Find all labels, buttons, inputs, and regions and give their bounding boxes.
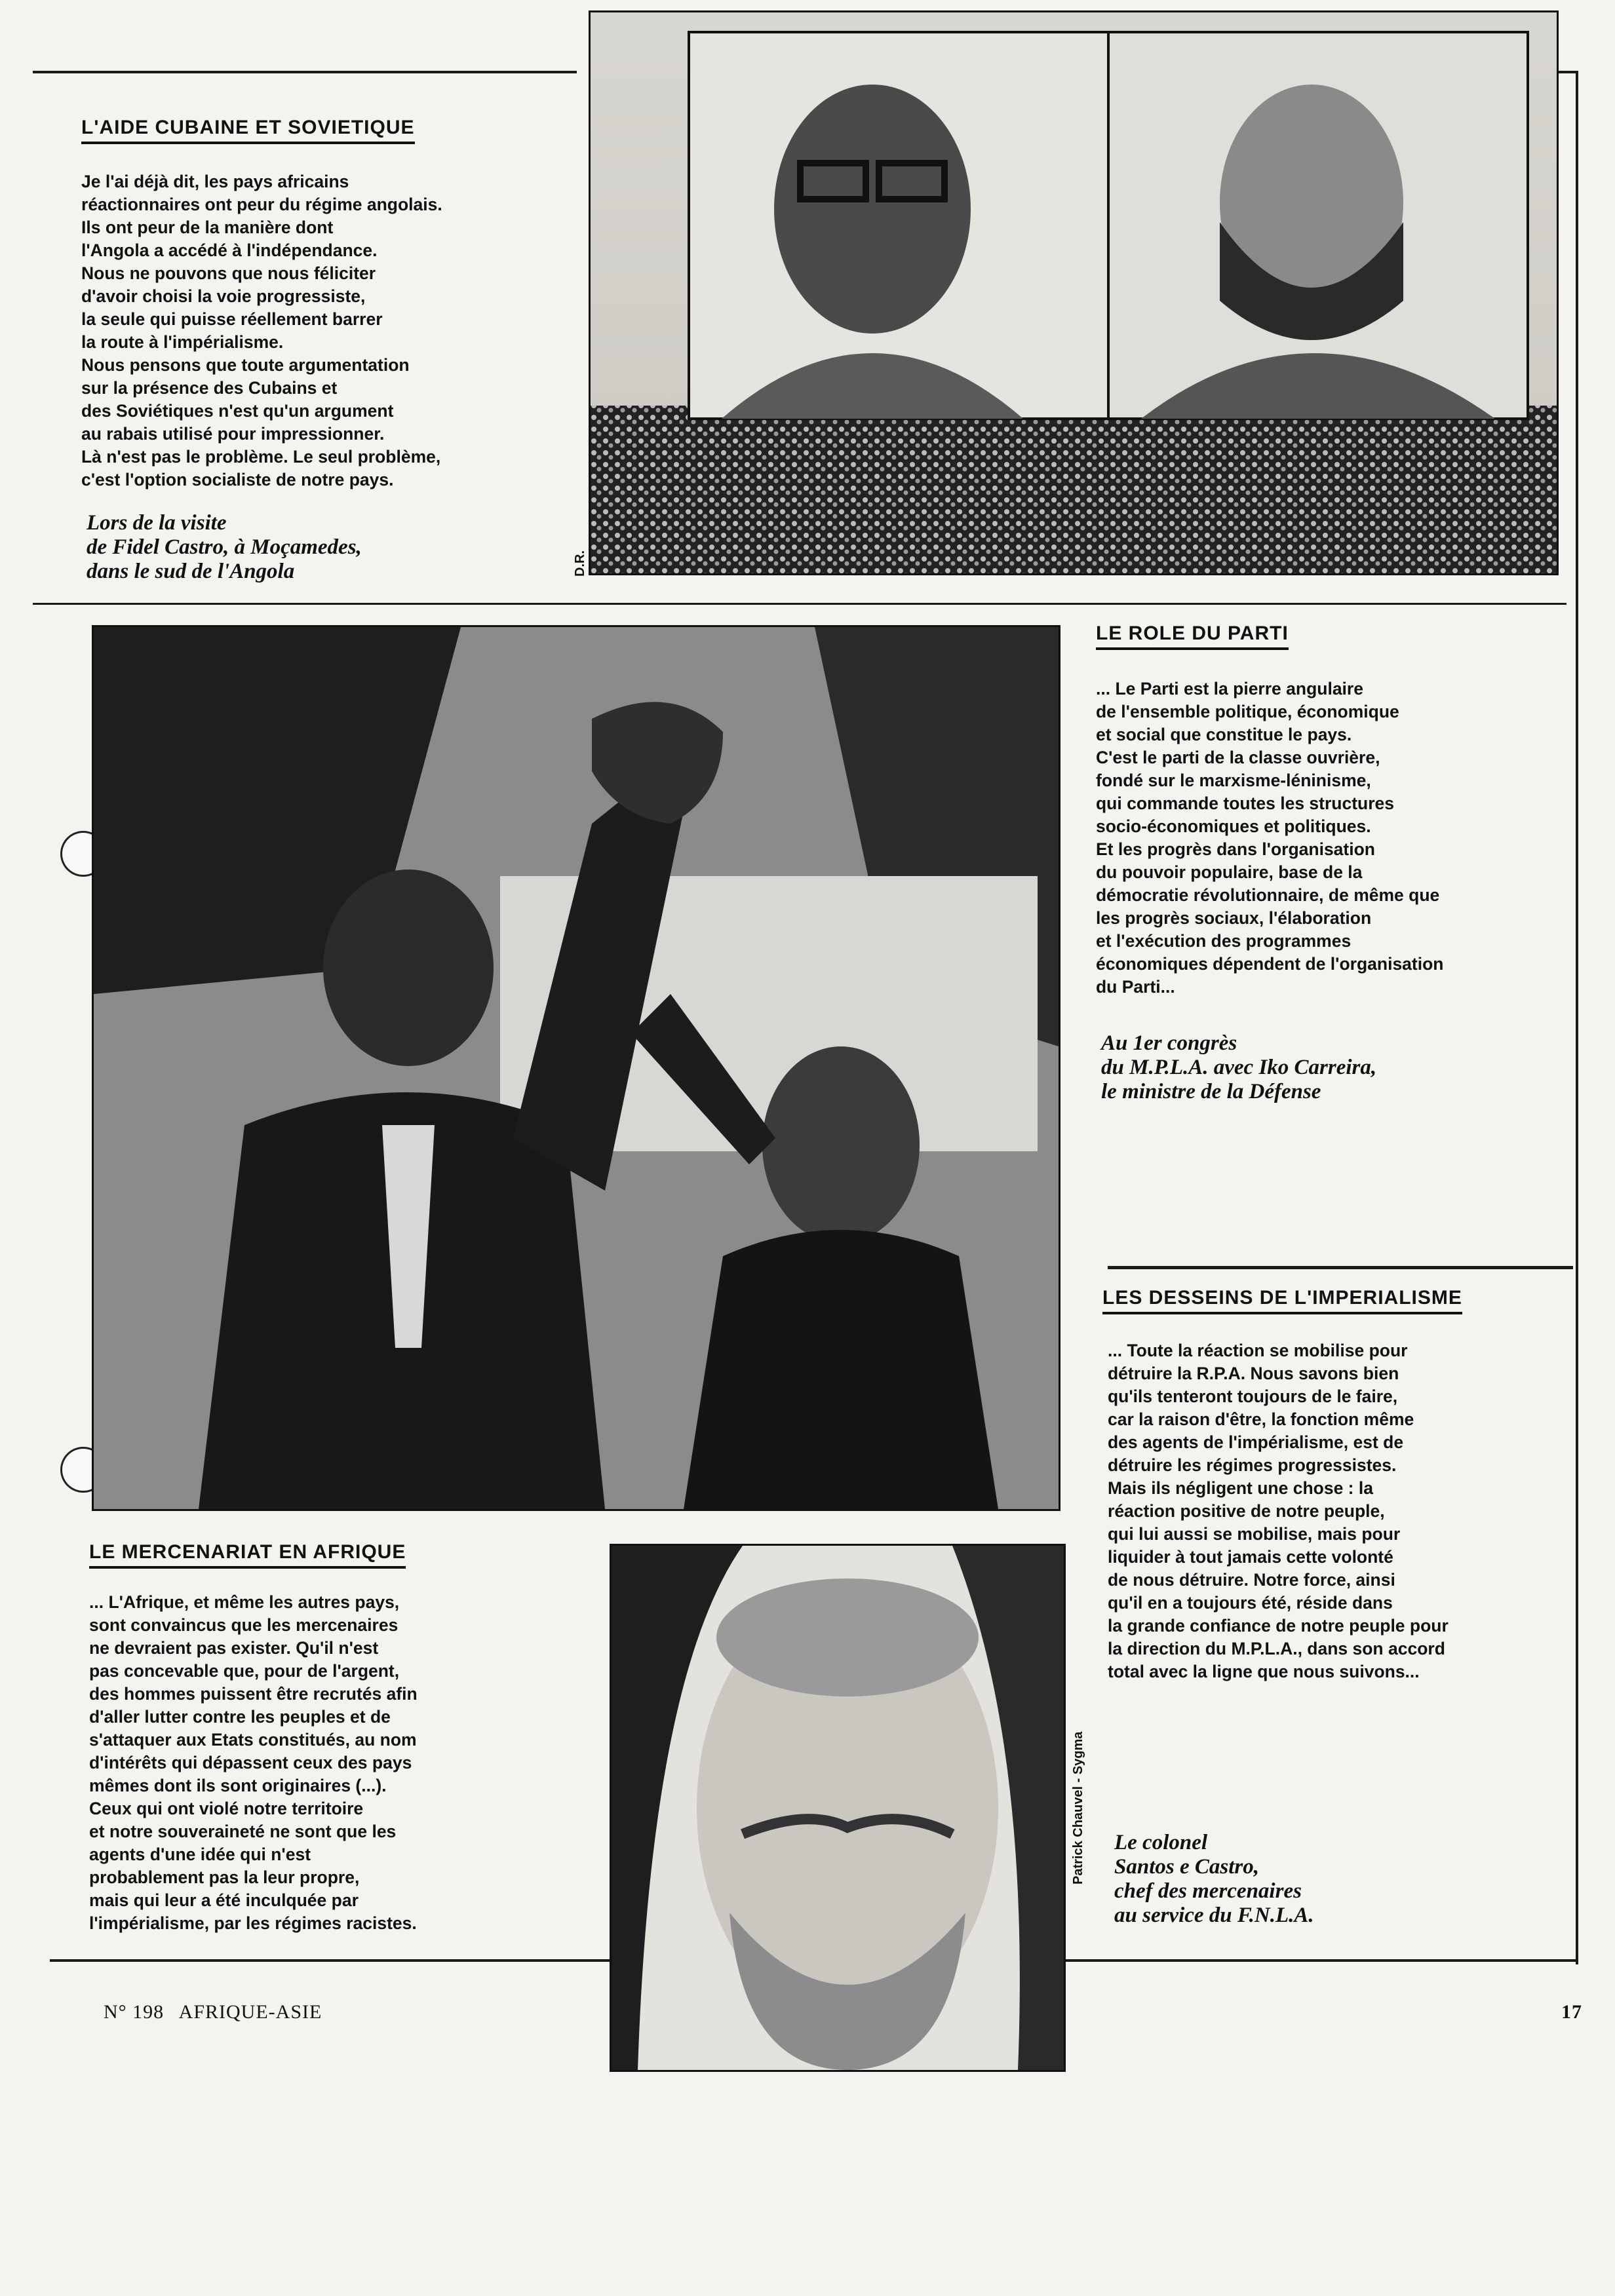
desseins-photo-caption: Le colonel Santos e Castro, chef des mercenaires au service du F.N.L.A. xyxy=(1114,1831,1314,1927)
page-number: 17 xyxy=(1561,2001,1582,2023)
aide-photo-credit: D.R. xyxy=(573,550,587,577)
parti-photo-caption: Au 1er congrès du M.P.L.A. avec Iko Carreira, le ministre de la Défense xyxy=(1101,1031,1377,1103)
parti-body-text: ... Le Parti est la pierre angulaire de l'ensemble politique, économique et social que constitue le pays. C'est le parti de la classe ouvrière, fondé sur le marxisme-léninisme, qui commande toutes les structures socio-économiques et politiques. Et les progrès dans l'organisation du pouvoir populaire, base de la démocratie révolutionnaire, de même que les progrès sociaux, l'élaboration et l'exécution des programmes économiques dépendent de l'organisation du Parti... xyxy=(1096,679,1444,997)
desseins-top-rule xyxy=(1108,1266,1573,1269)
mercenariat-body-text: ... L'Afrique, et même les autres pays, sont convaincus que les mercenaires ne devraient pas exister. Qu'il n'est pas concevable que, pour de l'argent, des hommes puissent être recrutés afin d'aller lutter contre les peuples et de s'attaquer aux Etats constitués, au nom d'intérêts qui dépassent ceux des pays mêmes dont ils sont originaires (...). Ceux qui ont violé notre territoire et notre souveraineté ne sont que les agents d'une idée qui n'est probablement pas la leur propre, mais qui leur a été inculquée par l'impérialisme, par les régimes racistes. xyxy=(89,1592,418,1933)
top-left-rule xyxy=(33,71,577,73)
desseins-heading: LES DESSEINS DE L'IMPERIALISME xyxy=(1102,1287,1462,1314)
aide-body-text: Je l'ai déjà dit, les pays africains réactionnaires ont peur du régime angolais. Ils ont peur de la manière dont l'Angola a accédé à l'indépendance. Nous ne pouvons que nous féliciter d'avoir choisi la voie progressiste, la seule qui puisse réellement barrer la route à l'impérialisme. Nous pensons que toute argumentation sur la présence des Cubains et des Soviétiques n'est qu'un argument au rabais utilisé pour impressionner. Là n'est pas le problème. Le seul problème, c'est l'option socialiste de notre pays. xyxy=(81,172,442,489)
mercenariat-heading: LE MERCENARIAT EN AFRIQUE xyxy=(89,1541,406,1569)
issue-number: N° 198 xyxy=(104,2001,165,2023)
congress-illustration xyxy=(94,627,1059,1509)
footer-issue xyxy=(104,2001,322,2023)
publication-name: AFRIQUE-ASIE xyxy=(178,2001,322,2023)
santos-e-castro-portrait-photo xyxy=(610,1544,1066,2072)
aide-photo-caption: Lors de la visite de Fidel Castro, à Moçamedes, dans le sud de l'Angola xyxy=(87,511,362,583)
right-vertical-rule xyxy=(1576,71,1578,1964)
desseins-body-text: ... Toute la réaction se mobilise pour détruire la R.P.A. Nous savons bien qu'ils tenteront toujours de le faire, car la raison d'être, la fonction même des agents de l'impérialisme, est de détruire les régimes progressistes. Mais ils négligent une chose : la réaction positive de notre peuple, qui lui aussi se mobilise, mais pour liquider à tout jamais cette volonté de nous détruire. Notre force, ainsi qu'il en a toujours été, réside dans la grande confiance de notre peuple pour la direction du M.P.L.A., dans son accord total avec la ligne que nous suivons... xyxy=(1108,1341,1449,1681)
desseins-photo-credit: Patrick Chauvel - Sygma xyxy=(1071,1731,1085,1885)
neto-castro-banner-photo xyxy=(589,10,1559,575)
banner-illustration xyxy=(591,12,1557,573)
aide-heading: L'AIDE CUBAINE ET SOVIETIQUE xyxy=(81,117,415,144)
congress-raised-hands-photo xyxy=(92,625,1060,1511)
parti-heading: LE ROLE DU PARTI xyxy=(1096,622,1289,650)
portrait-illustration xyxy=(612,1546,1064,2070)
middle-band-rule xyxy=(33,603,1566,605)
